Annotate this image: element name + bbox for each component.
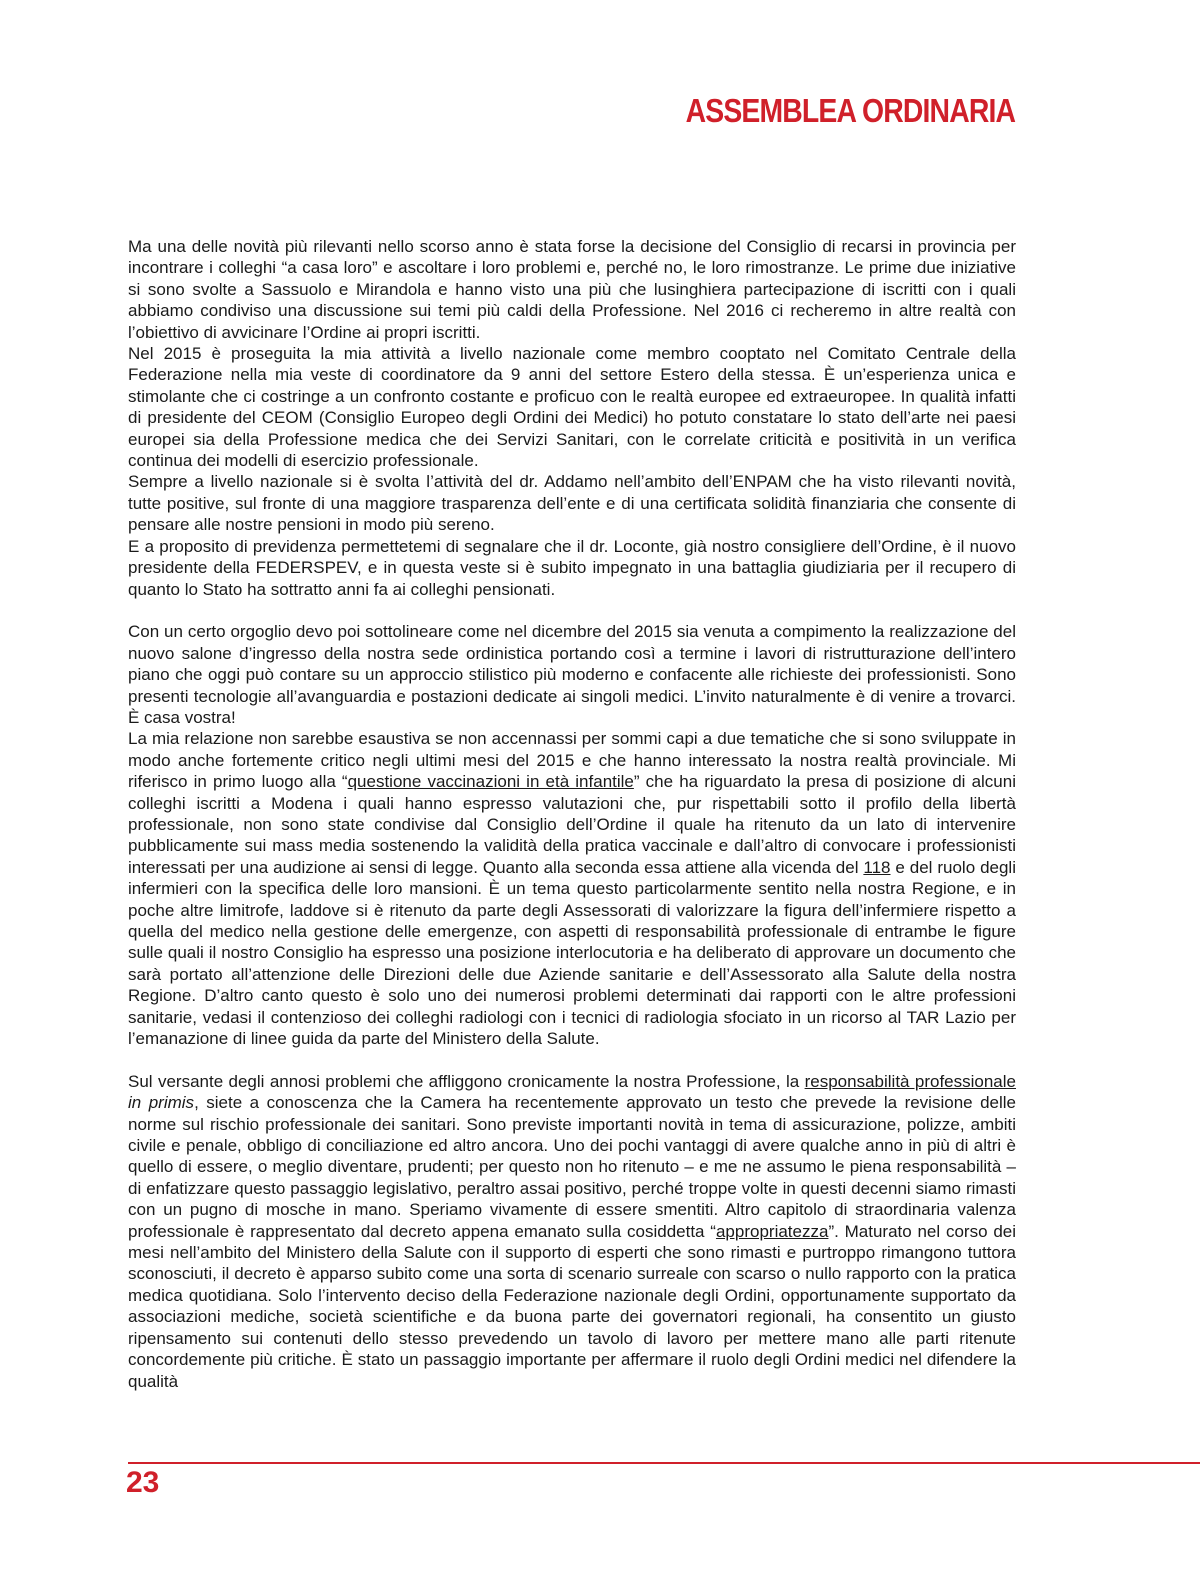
link-118[interactable]: 118 [863,857,891,877]
footer-divider [128,1462,1200,1464]
paragraph-spacer [128,600,1016,621]
text-segment: e del ruolo degli infermieri con la specifica delle loro mansioni. È un tema questo particolarmente sentito nella nostra Regione, e in poche altre limitrofe, laddove si è ritenuto da parte degli Assessorati di valorizzare la figura dell’infermiere rispetto a quella del medico nella gestione delle emergenze, con aspetti di responsabilità professionale di entrambe le figure sulle quali il nostro Consiglio ha espresso una posizione interlocutoria e ha deliberato di approvare un documento che sarà portato all’attenzione delle Direzioni delle due Aziende sanitarie e dell’Assessorato alla Salute della nostra Regione. D’altro canto questo è solo uno dei numerosi problemi determinati dai rapporti con le altre professioni sanitarie, vedasi il contenzioso dei colleghi radiologi con i tecnici di radiologia sfociato in un ricorso al TAR Lazio per l’emanazione di linee guida da parte del Ministero della Salute. [128,857,1016,1049]
text-segment: Sul versante degli annosi problemi che affliggono cronicamente la nostra Professione, la [128,1071,805,1091]
paragraph-consiglio-in-provincia: Ma una delle novità più rilevanti nello scorso anno è stata forse la decisione del Consiglio di recarsi in provincia per incontrare i colleghi “a casa loro” e ascoltare i loro problemi e, perché no, le loro rimostranze. Le prime due iniziative si sono svolte a Sassuolo e Mirandola e hanno visto una più che lusinghiera partecipazione di iscritti con i quali abbiamo condiviso una discussione sui temi più caldi della Professione. Nel 2016 ci recheremo in altre realtà con l’obiettivo di avvicinare l’Ordine ai propri iscritti. [128,237,1016,342]
text-segment: , siete a conoscenza che la Camera ha recentemente approvato un testo che prevede la revisione delle norme sul rischio professionale dei sanitari. Sono previste importanti novità in tema di assicurazione, polizze, ambiti civile e penale, obbligo di conciliazione ed altro ancora. Uno dei pochi vantaggi di avere qualche anno in più di altri è quello di essere, o meglio diventare, prudenti; per questo non ho ritenuto – e me ne assumo le piena responsabilità – di enfatizzare questo passaggio legislativo, peraltro assai positivo, perché troppe volte in questi decenni siamo rimasti con un pugno di mosche in mano. Speriamo vivamente di essere smentiti. Altro capitolo di straordinaria valenza professionale è rappresentato dal decreto appena emanato sulla cosiddetta “ [128,1093,1017,1241]
text-segment: ” che ha riguardato la presa di posizione di alcuni colleghi iscritti a Modena i quali hanno espresso valutazioni che, pur rispettabili sotto il profilo della libertà professionale, non sono state condivise dal Consiglio dell’Ordine il quale ha ritenuto da un lato di intervenire pubblicamente sui mass media sostenendo la validità della pratica vaccinale e dall’altro di convocare i professionisti interessati per una audizione ai sensi di legge. Quanto alla seconda essa attiene alla vicenda del [128,772,1016,877]
paragraph-tematiche-critiche [128,728,1016,1049]
paragraph-nuovo-salone: Con un certo orgoglio devo poi sottolineare come nel dicembre del 2015 sia venuta a compimento la realizzazione del nuovo salone d’ingresso della nostra sede ordinistica portando così a termine i lavori di ristrutturazione dell’intero piano che oggi può contare su un approccio stilistico più moderno e confacente alle richieste dei professionisti. Sono presenti tecnologie all’avanguardia e postazioni dedicate ai singoli medici. L’invito naturalmente è di venire a trovarci. È casa vostra! [128,622,1016,727]
text-segment: La mia relazione non sarebbe esaustiva se non accennassi per sommi capi a due tematiche che si sono sviluppate in modo anche fortemente critico negli ultimi mesi del 2015 e che hanno interessato la nostra realtà provinciale. Mi riferisco in primo luogo alla “ [128,729,1016,792]
link-responsabilita-professionale[interactable]: responsabilità professionale [804,1071,1016,1091]
page-title: ASSEMBLEA ORDINARIA [685,92,1015,129]
paragraph-enpam: Sempre a livello nazionale si è svolta l’attività del dr. Addamo nell’ambito dell’ENPAM che ha visto rilevanti novità, tutte positive, sul fronte di una maggiore trasparenza dell’ente e di una certificata solidità finanziaria che consente di pensare alle nostre pensioni in modo più sereno. [128,472,1016,535]
article-body [128,236,1016,1392]
italic-in-primis: in primis [128,1093,195,1113]
text-segment: ”. Maturato nel corso dei mesi nell’ambito del Ministero della Salute con il supporto di esperti che sono rimasti e purtroppo rimangono tuttora sconosciuti, il decreto è apparso subito come una sorta di scenario surreale con scarso o nullo rapporto con la pratica medica quotidiana. Solo l’intervento deciso della Federazione nazionale degli Ordini, opportunamente supportato da associazioni mediche, società scientifiche e da buona parte dei governatori regionali, ha consentito un giusto ripensamento sui contenuti dello stesso prevedendo un tavolo di lavoro per mettere mano alle parti ritenute concordemente più critiche. È stato un passaggio importante per affermare il ruolo degli Ordini medici nel difendere la qualità [128,1221,1016,1391]
link-questione-vaccinazioni[interactable]: questione vaccinazioni in età infantile [347,772,634,792]
page-number: 23 [126,1466,160,1499]
link-appropriatezza[interactable]: appropriatezza [715,1221,829,1241]
paragraph-spacer [128,1049,1016,1070]
paragraph-federspev: E a proposito di previdenza permettetemi di segnalare che il dr. Loconte, già nostro consigliere dell’Ordine, è il nuovo presidente della FEDERSPEV, e in questa veste si è subito impegnato in una battaglia giudiziaria per il recupero di quanto lo Stato ha sottratto anni fa ai colleghi pensionati. [128,536,1016,599]
paragraph-responsabilita [128,1071,1016,1392]
paragraph-attivita-nazionale: Nel 2015 è proseguita la mia attività a livello nazionale come membro cooptato nel Comitato Centrale della Federazione nella mia veste di coordinatore da 9 anni del settore Estero della stessa. È un’esperienza unica e stimolante che ci costringe a un confronto costante e proficuo con le realtà europee ed extraeuropee. In qualità infatti di presidente del CEOM (Consiglio Europeo degli Ordini dei Medici) ho potuto constatare lo stato dell’arte nei paesi europei sia della Professione medica che dei Servizi Sanitari, con le correlate criticità e positività in un verifica continua dei modelli di esercizio professionale. [128,344,1016,471]
